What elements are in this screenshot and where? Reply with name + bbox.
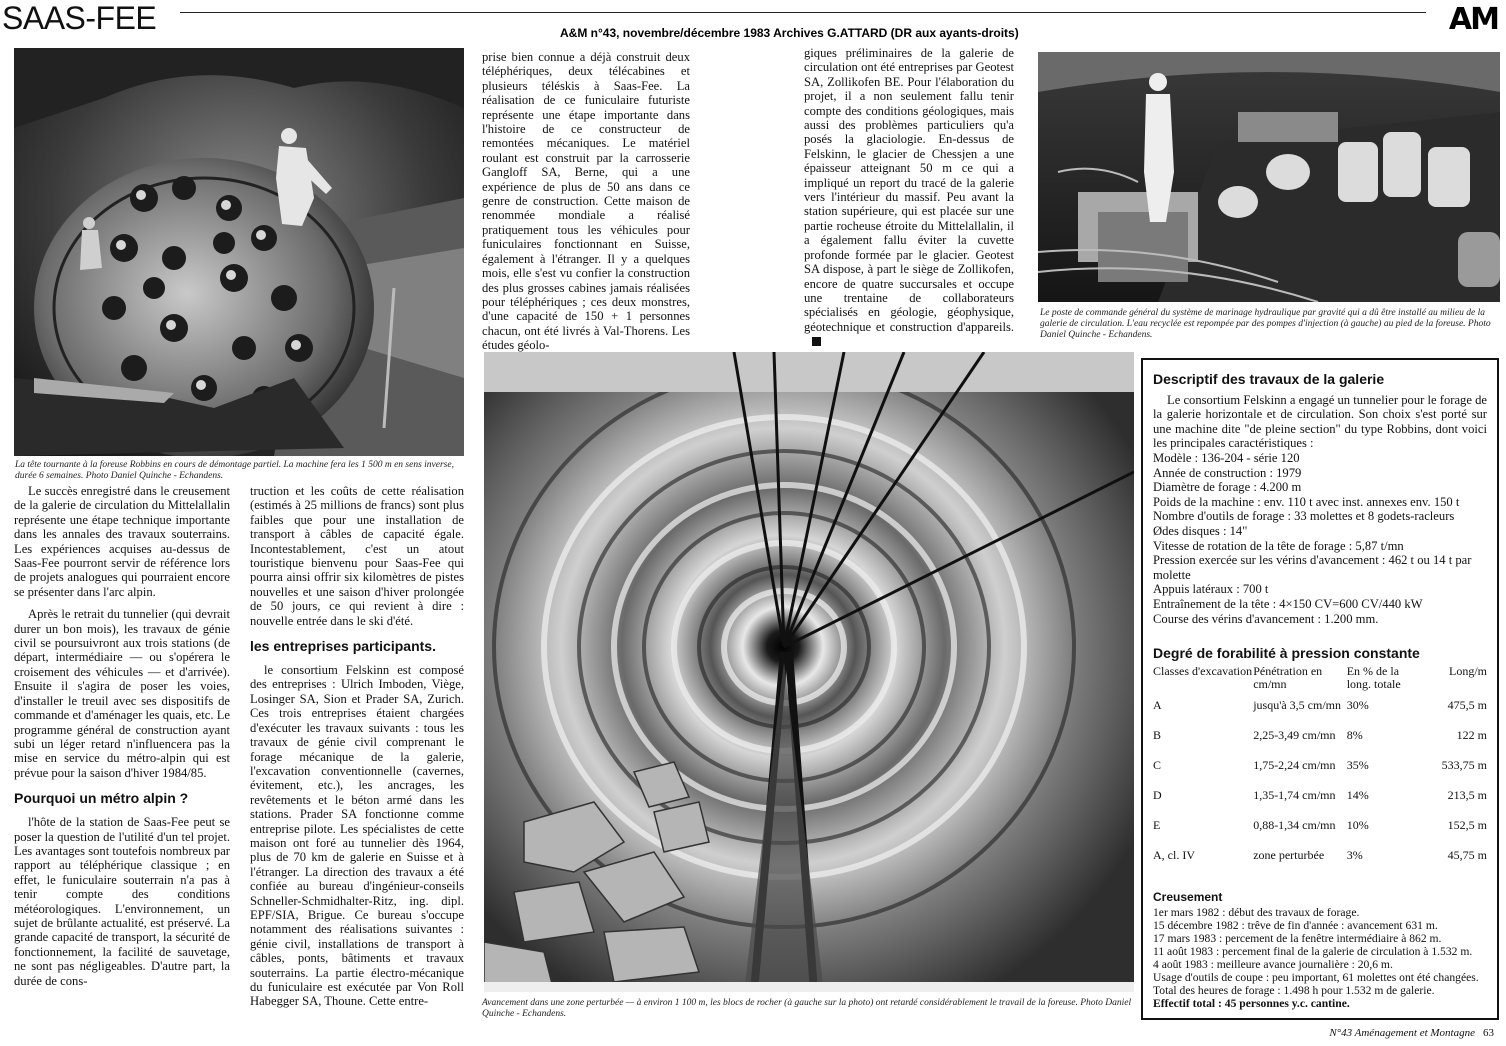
column-header: Pénétration en cm/mn	[1253, 663, 1323, 691]
timeline-title: Creusement	[1153, 889, 1223, 904]
sidebar-title: Descriptif des travaux de la galerie	[1153, 371, 1385, 387]
table-cell: zone perturbée	[1253, 847, 1325, 862]
article-column-3	[482, 50, 690, 361]
table-header-row	[1153, 665, 1487, 699]
timeline-item: 1er mars 1982 : début des travaux de forage.	[1153, 905, 1360, 919]
paragraph: truction et les coûts de cette réalisation (estimés à 25 millions de francs) sont plus faibles que pour une installation de transport à câbles de capacité égale. Incontestablement, c'est un atout touristique bienvenu pour Saas-Fee qui pourra ainsi offrir six kilomètres de pistes nouvelles et une saison d'hiver prolongée de 50 jours, ce qui revient à dire : nouvelle entrée dans le ski d'été.	[250, 484, 464, 628]
table-cell: jusqu'à 3,5 cm/mn	[1253, 697, 1342, 712]
paragraph: l'hôte de la station de Saas-Fee peut se poser la question de l'utilité d'un tel projet. Les avantages sont toutefois nombreux par rapport au téléphérique classique ; en effet, le funiculaire souterrain n'a pas à tenir compte des conditions météorologiques. L'environnement, un sujet de brûlante actualité, est préservé. La grande capacité de transport, la sécurité de fonctionnement, la facilité de sauvetage, ne sont pas négligeables. D'autre part, la durée de cons-	[14, 815, 230, 988]
end-of-article-mark	[812, 337, 821, 346]
table-cell: A, cl. IV	[1153, 847, 1195, 862]
table-cell: D	[1153, 787, 1162, 802]
column-header: Long/m	[1449, 663, 1487, 678]
timeline-item: 17 mars 1983 : percement de la fenêtre intermédiaire à 862 m.	[1153, 931, 1442, 945]
spec-item: Année de construction : 1979	[1153, 465, 1302, 480]
technical-sidebar	[1141, 358, 1499, 1020]
paragraph: prise bien connue a déjà construit deux téléphériques, deux télécabines et plusieurs téléskis à Saas-Fee. La réalisation de ce funiculaire futuriste représente une étape importante dans l'histoire de ce constructeur de remontées mécaniques. Le matériel roulant est construit par la carrosserie Gangloff SA, Berne, qui a une expérience de plus de 50 ans dans ce genre de construction. Cette maison de renommée mondiale a réalisé pratiquement tous les véhicules pour funiculaires fonctionnant en Suisse, également à l'étranger. Il y a quelques mois, elle s'est vu confier la construction des plus grosses cabines jamais réalisées pour téléphériques ; ces deux monstres, d'une capacité de 150 + 1 personnes chacun, ont été livrés à Val-Thorens. Les études géolo-	[482, 50, 690, 353]
sidebar-intro: Le consortium Felskinn a engagé un tunnelier pour le forage de la galerie horizontale et de circulation. Son choix s'est porté sur une machine dite "de pleine section" du type Robbins, dont voici les principales caractéristiques :	[1153, 392, 1487, 451]
table-cell: 122 m	[1456, 727, 1487, 742]
paragraph	[804, 46, 1014, 349]
table-cell: 14%	[1346, 787, 1369, 802]
table-cell: 45,75 m	[1447, 847, 1487, 862]
paragraph: le consortium Felskinn est composé des entreprises : Ulrich Imboden, Viège, Losinger SA, Sion et Prader SA, Zurich. Ces trois entreprises étaient chargées d'exécuter les travaux suivants : tous les travaux de génie civil comprenant le forage mécanique de la galerie, l'excavation conventionnelle (cavernes, évitement, etc.), les ancrages, les revêtements et le béton armé dans les stations. Prader SA fonctionne comme entreprise pilote. Les spécialistes de cette maison ont foré au tunnelier dès 1964, plus de 70 km de galerie en Suisse et à l'étranger. La direction des travaux a été confiée au bureau d'ingénieur-conseils Schneller-Schmidhalter-Ritz, ing. dipl. EPF/SIA, Brigue. Ce bureau s'occupe notamment des réalisations suivantes : génie civil, installations de transport à câbles, ponts, bâtiments et travaux souterrains. La partie électro-mécanique du funiculaire est exécutée par Von Roll Habegger SA, Thoune. Cette entre-	[250, 663, 464, 1009]
spec-item: Course des vérins d'avancement : 1.200 mm.	[1153, 611, 1379, 626]
page-footer	[1329, 1027, 1494, 1039]
excavation-timeline	[1153, 891, 1487, 1010]
spec-item: Nombre d'outils de forage : 33 molettes et 8 godets-racleurs	[1153, 509, 1455, 524]
spec-item: Diamètre de forage : 4.200 m	[1153, 480, 1302, 495]
spec-list	[1153, 451, 1487, 626]
page-number: 63	[1483, 1027, 1494, 1039]
table-cell: 30%	[1346, 697, 1369, 712]
photo-tunnel-bore	[484, 352, 1134, 992]
table-cell: 1,35-1,74 cm/mn	[1253, 787, 1336, 802]
paragraph: Le succès enregistré dans le creusement de la galerie de circulation du Mittelallalin représente une étape technique importante dans les annales des travaux souterrains. Les expériences acquises au-dessus de Saas-Fee pourront servir de référence lors de projets analogues qui pourraient encore se présenter dans l'arc alpin.	[14, 484, 230, 599]
spec-item: Vitesse de rotation de la tête de forage : 5,87 t/mn	[1153, 538, 1404, 553]
spec-item: Appuis latéraux : 700 t	[1153, 582, 1269, 597]
timeline-item: 4 août 1983 : meilleure avance journalière : 20,6 m.	[1153, 957, 1393, 971]
footer-issue: N°43 Aménagement et Montagne	[1329, 1027, 1475, 1039]
paragraph: Après le retrait du tunnelier (qui devrait durer un bon mois), les travaux de génie civil se poursuivront aux trois stations (de départ, intermédiaire — ou s'opérera le croisement des véhicules — et d'arrivée). Ensuite il s'agira de poser les voies, d'installer le treuil avec ses dispositifs de commande et d'aménager les quais, etc. Le programme général de construction ayant subi un léger retard n'influencera pas la mise en service du métro-alpin qui est prévue pour la saison d'hiver 1984/85.	[14, 607, 230, 780]
table-row	[1153, 759, 1487, 789]
table-row	[1153, 789, 1487, 819]
table-cell: C	[1153, 757, 1162, 772]
spec-item: Pression exercée sur les vérins d'avancement : 462 t ou 14 t par molette	[1153, 553, 1472, 582]
table-title: Degré de forabilité à pression constante	[1153, 645, 1420, 662]
table-cell: 152,5 m	[1447, 817, 1487, 832]
spec-item: Modèle : 136-204 - série 120	[1153, 450, 1300, 465]
caption-tbm-head: La tête tournante à la foreuse Robbins en cours de démontage partiel. La machine fera les 1 500 m en sens inverse, durée 6 semaines. Photo Daniel Quinche - Echandens.	[15, 460, 454, 481]
paragraph-text: giques préliminaires de la galerie de circulation ont été entreprises par Geotest SA, Zollikofen BE. Pour l'élaboration du projet, il a non seulement fallu tenir compte des conditions géologiques, mais aussi des problèmes particuliers qu'a posés la glaciologie. En-dessus de Felskinn, le glacier de Chessjen a une épaisseur atteignant 50 m ce qui a impliqué un report du tracé de la galerie vers l'intérieur du massif. Peu avant la station supérieure, qui est placée sur une partie rocheuse étroite du Mittelallalin, il a également fallu éviter la cuvette profonde formée par le glacier. Geotest SA dispose, à part le siège de Zollikofen, encore de quatre succursales et occupe une trentaine de collaborateurs spécialisés en géologie, géophysique, géotechnique et construction d'appareils.	[804, 46, 1014, 334]
table-cell: 213,5 m	[1447, 787, 1487, 802]
timeline-item: 15 décembre 1982 : trêve de fin d'année : avancement 631 m.	[1153, 918, 1438, 932]
column-header: Classes d'excavation	[1153, 663, 1253, 678]
spec-item: Poids de la machine : env. 110 t avec inst. annexes env. 150 t	[1153, 494, 1460, 509]
forability-table	[1153, 665, 1487, 879]
section-heading: les entreprises participants.	[250, 638, 436, 655]
table-cell: 533,75 m	[1441, 757, 1487, 772]
magazine-logo: AM	[1445, 2, 1498, 37]
table-cell: E	[1153, 817, 1161, 832]
table-cell: 10%	[1346, 817, 1369, 832]
table-cell: 2,25-3,49 cm/mn	[1253, 727, 1336, 742]
header-rule	[180, 12, 1426, 13]
masthead	[0, 0, 1506, 46]
timeline-item: Total des heures de forage : 1.498 h pour 1.532 m de galerie.	[1153, 983, 1435, 997]
table-cell: A	[1153, 697, 1162, 712]
timeline-item: 11 août 1983 : percement final de la galerie de circulation à 1.532 m.	[1153, 944, 1473, 958]
section-heading: Pourquoi un métro alpin ?	[14, 790, 189, 807]
table-row	[1153, 729, 1487, 759]
table-cell: 1,75-2,24 cm/mn	[1253, 757, 1336, 772]
timeline-item: Usage d'outils de coupe : peu important, 61 molettes ont été changées.	[1153, 970, 1479, 984]
photo-control-station	[1038, 52, 1500, 302]
caption-control-station: Le poste de commande général du système de marinage hydraulique par gravité qui a dû être installé au milieu de la galerie de circulation. L'eau recyclée est repompée par des pompes d'injection (à gauche) au pied de la foreuse. Photo Daniel Quinche - Echandens.	[1040, 308, 1491, 340]
table-row	[1153, 819, 1487, 849]
timeline-item: Effectif total : 45 personnes y.c. cantine.	[1153, 996, 1350, 1010]
article-column-2	[250, 484, 464, 1017]
photo-tbm-head	[14, 48, 464, 456]
archive-credit: A&M n°43, novembre/décembre 1983 Archives G.ATTARD (DR aux ayants-droits)	[560, 26, 1019, 40]
spec-item: Ødes disques : 14"	[1153, 523, 1248, 538]
column-header: En % de la long. totale	[1346, 663, 1401, 691]
table-cell: 8%	[1346, 727, 1363, 742]
table-cell: 475,5 m	[1447, 697, 1487, 712]
spec-item: Entraînement de la tête : 4×150 CV=600 CV/440 kW	[1153, 596, 1423, 611]
section-title: SAAS-FEE	[2, 0, 162, 37]
table-cell: 35%	[1346, 757, 1369, 772]
article-column-1	[14, 484, 230, 996]
article-column-4	[804, 46, 1014, 357]
table-cell: 3%	[1346, 847, 1363, 862]
table-row	[1153, 699, 1487, 729]
table-cell: 0,88-1,34 cm/mn	[1253, 817, 1336, 832]
caption-tunnel-bore: Avancement dans une zone perturbée — à environ 1 100 m, les blocs de rocher (à gauche sur la photo) ont retardé considérablement le travail de la foreuse. Photo Daniel Quinche - Echandens.	[482, 998, 1132, 1019]
table-cell: B	[1153, 727, 1162, 742]
table-row	[1153, 849, 1487, 879]
